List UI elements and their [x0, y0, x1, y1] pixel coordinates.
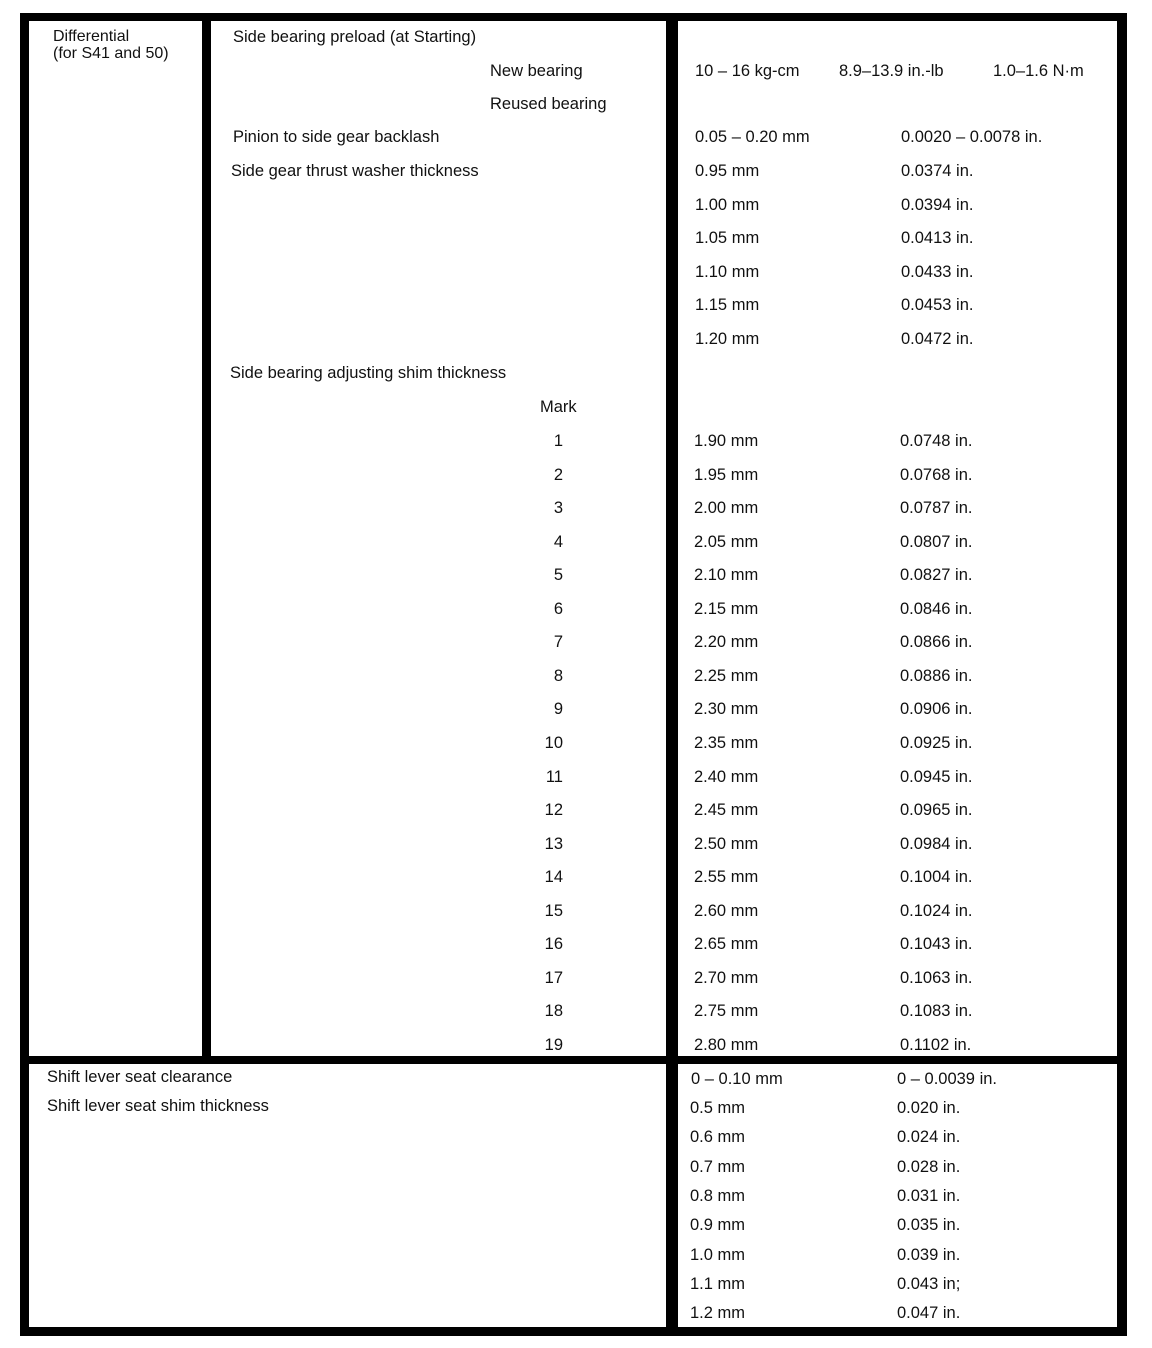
- shim-mark: 5: [553, 566, 563, 585]
- shift-shim-mm: 0.9 mm: [690, 1216, 746, 1235]
- thrust-washer-in: 0.0413 in.: [901, 229, 974, 248]
- shim-in: 0.0768 in.: [900, 465, 973, 484]
- shim-mm: 2.10 mm: [694, 566, 759, 585]
- table-border-right: [1117, 13, 1127, 1336]
- shim-mark: 4: [553, 532, 563, 551]
- shim-label: Side bearing adjusting shim thickness: [230, 364, 507, 382]
- shift-shim-label: Shift lever seat shim thickness: [47, 1097, 269, 1115]
- thrust-washer-mm: 1.20 mm: [695, 330, 760, 348]
- shift-shim-in: 0.028 in.: [897, 1157, 961, 1176]
- shift-clearance-label: Shift lever seat clearance: [47, 1068, 233, 1086]
- backlash-in: 0.0020 – 0.0078 in.: [901, 128, 1043, 146]
- shim-mm: 2.75 mm: [694, 1002, 759, 1021]
- shift-shim-mm: 1.2 mm: [690, 1304, 746, 1323]
- section-divider: [20, 1056, 1127, 1064]
- thrust-washer-in: 0.0394 in.: [901, 195, 974, 214]
- shim-mark: 12: [544, 801, 563, 820]
- shift-shim-in: 0.031 in.: [897, 1186, 961, 1205]
- shim-in: 0.0807 in.: [900, 532, 973, 551]
- shim-in: 0.1043 in.: [900, 935, 973, 954]
- preload-label: Side bearing preload (at Starting): [233, 28, 477, 46]
- new-bearing-nm: 1.0–1.6 N·m: [993, 62, 1084, 80]
- new-bearing-kgcm: 10 – 16 kg-cm: [695, 62, 800, 80]
- shift-shim-in: 0.043 in;: [897, 1274, 961, 1293]
- shim-mm: 2.00 mm: [694, 499, 759, 518]
- shift-shim-in: 0.024 in.: [897, 1128, 961, 1147]
- thrust-washer-in: 0.0374 in.: [901, 162, 974, 180]
- shim-mark-header: Mark: [540, 398, 577, 416]
- shift-shim-mm: 0.5 mm: [690, 1099, 746, 1117]
- shift-shim-in: 0.039 in.: [897, 1245, 961, 1264]
- thrust-washer-label: Side gear thrust washer thickness: [231, 162, 479, 180]
- shift-shim-mm: 1.0 mm: [690, 1245, 746, 1264]
- table-border-bottom: [20, 1327, 1127, 1336]
- table-border-top: [20, 13, 1127, 21]
- shim-in: 0.1063 in.: [900, 968, 973, 987]
- shim-mm: 2.25 mm: [694, 666, 759, 685]
- shim-mm: 1.95 mm: [694, 465, 759, 484]
- backlash-mm: 0.05 – 0.20 mm: [695, 128, 810, 146]
- section-header-differential: Differential (for S41 and 50): [53, 28, 169, 62]
- shim-in: 0.1102 in.: [900, 1035, 972, 1054]
- thrust-washer-mm: 1.10 mm: [695, 262, 760, 281]
- shim-mark: 1: [553, 432, 563, 450]
- shift-clearance-mm: 0 – 0.10 mm: [691, 1070, 783, 1088]
- thrust-washer-in: 0.0472 in.: [901, 330, 974, 348]
- shift-shim-mm: 1.1 mm: [690, 1274, 746, 1293]
- shim-in: 0.1024 in.: [900, 901, 973, 920]
- shim-mm: 2.45 mm: [694, 801, 759, 820]
- shim-mark: 8: [553, 666, 563, 685]
- shim-mark: 11: [545, 767, 563, 786]
- shim-mm: 2.50 mm: [694, 834, 759, 853]
- shim-mark: 13: [544, 834, 563, 853]
- shim-mark: 18: [544, 1002, 563, 1021]
- new-bearing-inlb: 8.9–13.9 in.-lb: [839, 62, 944, 80]
- shift-shim-in: 0.047 in.: [897, 1304, 961, 1323]
- shim-in: 0.0925 in.: [900, 733, 973, 752]
- shim-mm: 2.80 mm: [694, 1035, 759, 1054]
- thrust-washer-in: 0.0453 in.: [901, 296, 974, 315]
- shim-mark: 10: [544, 733, 563, 752]
- shim-mark: 9: [553, 700, 563, 719]
- shift-shim-mm: 0.7 mm: [690, 1157, 746, 1176]
- shim-mark: 17: [544, 968, 563, 987]
- shim-mm: 2.65 mm: [694, 935, 759, 954]
- shim-in: 0.0906 in.: [900, 700, 973, 719]
- shim-in: 0.0984 in.: [900, 834, 973, 853]
- shim-mark: 14: [544, 868, 563, 887]
- shim-mm: 2.55 mm: [694, 868, 759, 887]
- shim-mark: 2: [553, 465, 563, 484]
- shim-mm: 2.30 mm: [694, 700, 759, 719]
- shim-in: 0.1083 in.: [900, 1002, 973, 1021]
- shim-mark: 6: [553, 599, 563, 618]
- reused-bearing-label: Reused bearing: [490, 95, 607, 113]
- shim-in: 0.1004 in.: [900, 868, 973, 887]
- shift-shim-in: 0.020 in.: [897, 1099, 961, 1117]
- shim-mark: 16: [544, 935, 563, 954]
- shift-shim-mm: 0.6 mm: [690, 1128, 746, 1147]
- shim-in: 0.0945 in.: [900, 767, 973, 786]
- thrust-washer-mm: 1.00 mm: [695, 195, 760, 214]
- shim-in: 0.0866 in.: [900, 633, 973, 652]
- shim-mm: 2.15 mm: [694, 599, 759, 618]
- shim-mm: 2.60 mm: [694, 901, 759, 920]
- shim-mark: 3: [553, 499, 563, 518]
- thrust-washer-mm: 1.05 mm: [695, 229, 760, 248]
- shim-in: 0.0886 in.: [900, 666, 973, 685]
- column-divider-1: [202, 13, 211, 1063]
- shim-mark: 7: [553, 633, 563, 652]
- shim-in: 0.0748 in.: [900, 432, 973, 450]
- shim-mm: 2.20 mm: [694, 633, 759, 652]
- shim-mark: 19: [544, 1035, 563, 1054]
- table-border-left: [20, 13, 29, 1336]
- shim-in: 0.0787 in.: [900, 499, 973, 518]
- thrust-washer-mm: 0.95 mm: [695, 162, 760, 180]
- shift-shim-mm: 0.8 mm: [690, 1186, 746, 1205]
- backlash-label: Pinion to side gear backlash: [233, 128, 440, 146]
- column-divider-2: [666, 13, 678, 1336]
- shim-mm: 2.70 mm: [694, 968, 759, 987]
- shim-in: 0.0965 in.: [900, 801, 973, 820]
- shim-mark: 15: [544, 901, 563, 920]
- shim-in: 0.0827 in.: [900, 566, 973, 585]
- new-bearing-label: New bearing: [490, 62, 583, 80]
- shift-shim-in: 0.035 in.: [897, 1216, 961, 1235]
- shim-mm: 1.90 mm: [694, 432, 759, 450]
- thrust-washer-mm: 1.15 mm: [695, 296, 760, 315]
- shim-mm: 2.40 mm: [694, 767, 759, 786]
- shim-mm: 2.35 mm: [694, 733, 759, 752]
- thrust-washer-in: 0.0433 in.: [901, 262, 974, 281]
- shim-in: 0.0846 in.: [900, 599, 973, 618]
- shift-clearance-in: 0 – 0.0039 in.: [897, 1070, 997, 1088]
- shim-mm: 2.05 mm: [694, 532, 759, 551]
